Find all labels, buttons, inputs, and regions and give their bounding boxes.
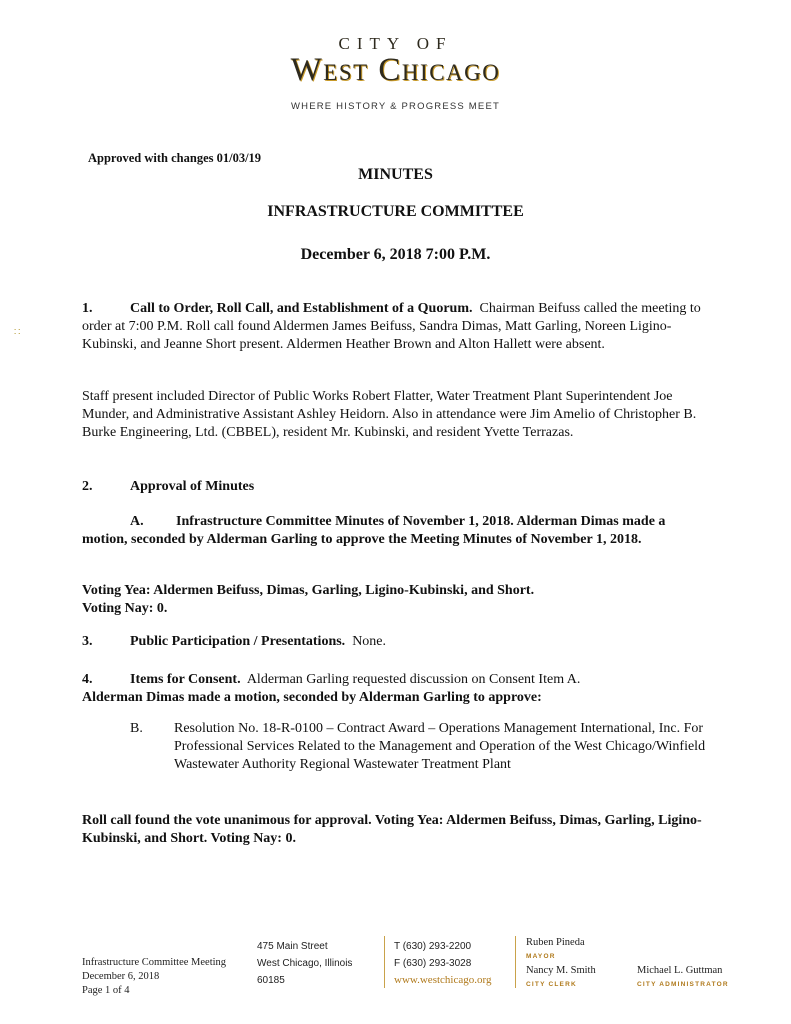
- title-date: December 6, 2018 7:00 P.M.: [300, 246, 491, 263]
- letterhead-tagline: WHERE HISTORY & PROGRESS MEET: [290, 101, 500, 112]
- staff-present: Staff present included Director of Public Works Robert Flatter, Water Treatment Plant Superintendent Joe Munder, and Administrative Assistant Ashley Heidorn. Also in attendance were Jim Amelio of Christopher B. Burke Engineering, Ltd. (CBBEL), resident Mr. Kubinski, and resident Yvette Terrazas.: [82, 389, 697, 440]
- section-3-number: 3.: [82, 634, 93, 649]
- section-1-number: 1.: [82, 301, 93, 316]
- section-3: [82, 633, 714, 651]
- footer-divider-2: [515, 936, 516, 988]
- footer-clerk-name: Nancy M. Smith: [526, 965, 596, 976]
- footer-mayor-name: Ruben Pineda: [526, 937, 585, 948]
- section-2-number: 2.: [82, 479, 93, 494]
- margin-mark-icon: ∷: [14, 327, 21, 338]
- section-4-motion: Alderman Dimas made a motion, seconded by Alderman Garling to approve:: [82, 690, 542, 705]
- section-1-body: Chairman Beifuss called the meeting to order at 7:00 P.M. Roll call found Aldermen James Beifuss, Sandra Dimas, Matt Garling, Noreen Ligino-Kubinski, and Jeanne Short present. Aldermen Heather Brown and Alton Hallett were absent.: [82, 301, 701, 352]
- section-2a-text: Infrastructure Committee Minutes of November 1, 2018. Alderman Dimas made a motion, seconded by Alderman Garling to approve the Meeting Minutes of November 1, 2018.: [82, 514, 666, 547]
- section-4-number: 4.: [82, 672, 93, 687]
- vote-1-yea: Voting Yea: Aldermen Beifuss, Dimas, Garling, Ligino-Kubinski, and Short.: [82, 583, 535, 598]
- section-4: [82, 671, 714, 707]
- footer-website-link[interactable]: www.westchicago.org: [394, 974, 492, 986]
- section-2: [82, 478, 714, 496]
- roll-call-text: Roll call found the vote unanimous for approval. Voting Yea: Aldermen Beifuss, Dimas, Garling, Ligino-Kubinski, and Short. Voting Nay: 0.: [82, 813, 702, 846]
- roll-call: [82, 812, 714, 848]
- footer-page-number: Page 1 of 4: [82, 985, 130, 996]
- section-2-heading: Approval of Minutes: [130, 479, 255, 494]
- section-4-body: Alderman Garling requested discussion on Consent Item A.: [246, 672, 581, 687]
- footer-fax: F (630) 293-3028: [394, 958, 472, 969]
- consent-item-b: [130, 720, 730, 774]
- vote-1: [82, 582, 714, 618]
- section-4-heading: Items for Consent.: [130, 672, 241, 687]
- footer-address-line2: West Chicago, Illinois: [257, 958, 353, 969]
- footer-contact: [394, 938, 491, 989]
- footer-administrator-name: Michael L. Guttman: [637, 965, 723, 976]
- letterhead-city-name: West Chicago: [290, 52, 501, 88]
- section-3-heading: Public Participation / Presentations.: [130, 634, 346, 649]
- footer-administrator: [637, 964, 729, 992]
- footer-doc-info: [82, 956, 226, 998]
- section-1-heading: Call to Order, Roll Call, and Establishment of a Quorum.: [130, 301, 473, 316]
- footer-doc-title: Infrastructure Committee Meeting: [82, 957, 227, 968]
- footer-administrator-title: CITY ADMINISTRATOR: [637, 981, 729, 988]
- footer-mayor-title: MAYOR: [526, 953, 556, 960]
- title-committee: INFRASTRUCTURE COMMITTEE: [267, 203, 524, 220]
- footer-doc-date: December 6, 2018: [82, 971, 160, 982]
- approved-note: Approved with changes 01/03/19: [88, 151, 262, 165]
- footer-address-line1: 475 Main Street: [257, 941, 328, 952]
- title-minutes: MINUTES: [358, 166, 433, 183]
- footer-divider-1: [384, 936, 385, 988]
- footer-phone: T (630) 293-2200: [394, 941, 472, 952]
- footer-clerk: [526, 964, 596, 992]
- section-3-body: None.: [352, 634, 387, 649]
- section-1: [82, 300, 714, 354]
- footer-address: [257, 938, 352, 989]
- footer-address-zip: 60185: [257, 975, 285, 986]
- section-2a-letter: A.: [130, 514, 144, 529]
- vote-1-nay: Voting Nay: 0.: [82, 601, 168, 616]
- footer-clerk-title: CITY CLERK: [526, 981, 577, 988]
- consent-item-b-letter: B.: [130, 721, 143, 736]
- consent-item-b-text: Resolution No. 18-R-0100 – Contract Award – Operations Management International, Inc. For Professional Services Related to the Management and Operation of the West Chicago/Winfield Wastewater Authority Regional Wastewater Treatment Plant: [174, 721, 706, 772]
- footer-mayor: [526, 936, 585, 964]
- letterhead-city-of: CITY OF: [338, 34, 453, 53]
- section-2a: [82, 513, 714, 549]
